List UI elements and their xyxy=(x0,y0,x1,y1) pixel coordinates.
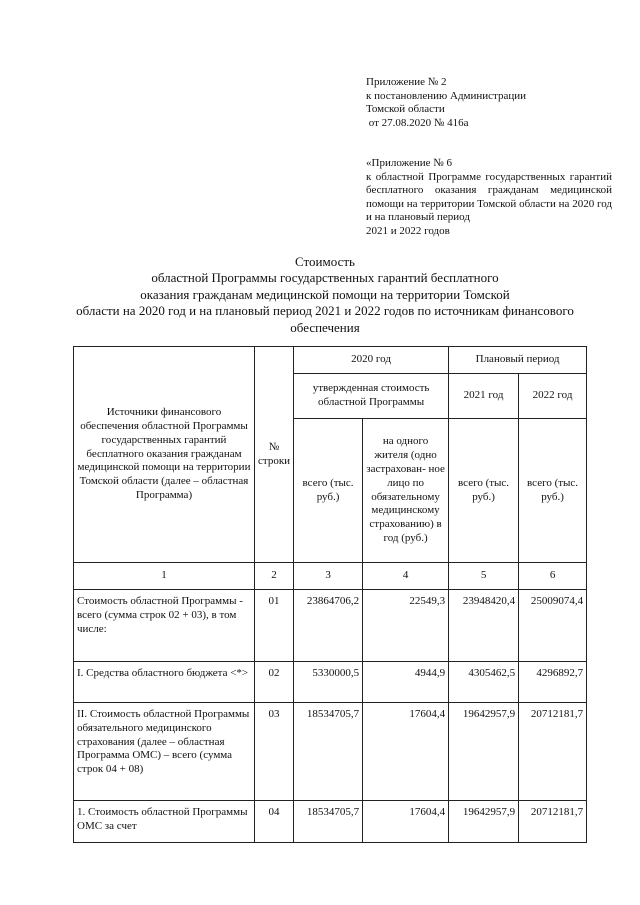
row-code: 02 xyxy=(255,662,294,703)
row-per-person: 17604,4 xyxy=(363,801,449,843)
title-line: обеспечения xyxy=(290,319,360,335)
header-year-2020: 2020 год xyxy=(294,347,449,374)
title-line: области на 2020 год и на плановый период 2021 и 2022 годов по источникам финансового xyxy=(76,303,574,319)
row-total-2020: 23864706,2 xyxy=(294,590,363,662)
row-total-2022: 25009074,4 xyxy=(519,590,587,662)
header-per-person: на одного жителя (одно застрахован- ное лицо по обязательному медицинскому страхованию) в год (руб.) xyxy=(363,419,449,563)
column-number: 3 xyxy=(294,563,363,590)
header-plan-period: Плановый период xyxy=(449,347,587,374)
appendix-line: от 27.08.2020 № 416а xyxy=(366,116,469,129)
appendix-header xyxy=(366,76,616,130)
row-label: Стоимость областной Программы - всего (сумма строк 02 + 03), в том числе: xyxy=(74,590,255,662)
column-numbers-row xyxy=(74,563,587,590)
header-sources: Источники финансового обеспечения областной Программы государственных гарантий бесплатного оказания гражданам медицинской помощи на территории Томской области (далее – областная Программа) xyxy=(74,347,255,563)
appendix-line: Томской области xyxy=(366,103,445,116)
appendix6-last-line: 2021 и 2022 годов xyxy=(366,224,450,237)
row-total-2020: 5330000,5 xyxy=(294,662,363,703)
table-row xyxy=(74,590,587,662)
title-line: Стоимость xyxy=(295,254,355,269)
row-per-person: 4944,9 xyxy=(363,662,449,703)
row-total-2020: 18534705,7 xyxy=(294,703,363,801)
header-row-number: № строки xyxy=(255,347,294,563)
row-total-2022: 20712181,7 xyxy=(519,801,587,843)
title-line: областной Программы государственных гарантий бесплатного xyxy=(151,270,499,286)
row-code: 03 xyxy=(255,703,294,801)
header-approved-cost: утвержденная стоимость областной Программы xyxy=(294,374,449,419)
column-number: 2 xyxy=(255,563,294,590)
row-total-2022: 4296892,7 xyxy=(519,662,587,703)
column-number: 5 xyxy=(449,563,519,590)
appendix6-header xyxy=(366,157,612,239)
column-number: 6 xyxy=(519,563,587,590)
row-label: 1. Стоимость областной Программы ОМС за счет xyxy=(74,801,255,843)
appendix-line: Приложение № 2 xyxy=(366,76,447,88)
appendix-line: к постановлению Администрации xyxy=(366,89,527,102)
table-row xyxy=(74,801,587,843)
column-number: 4 xyxy=(363,563,449,590)
row-code: 01 xyxy=(255,590,294,662)
header-year-2022: 2022 год xyxy=(519,374,587,419)
row-label: I. Средства областного бюджета <*> xyxy=(74,662,255,703)
table-row xyxy=(74,703,587,801)
row-per-person: 22549,3 xyxy=(363,590,449,662)
row-total-2021: 19642957,9 xyxy=(449,703,519,801)
row-per-person: 17604,4 xyxy=(363,703,449,801)
document-title xyxy=(40,254,610,336)
row-code: 04 xyxy=(255,801,294,843)
row-total-2021: 4305462,5 xyxy=(449,662,519,703)
row-total-2022: 20712181,7 xyxy=(519,703,587,801)
row-total-2021: 19642957,9 xyxy=(449,801,519,843)
row-total-2021: 23948420,4 xyxy=(449,590,519,662)
header-year-2021: 2021 год xyxy=(449,374,519,419)
appendix6-body: к областной Программе государственных гарантий бесплатного оказания гражданам медицинской помощи на территории Томской области на 2020 год и на плановый период xyxy=(366,170,612,224)
appendix6-title: «Приложение № 6 xyxy=(366,157,453,169)
table-row xyxy=(74,662,587,703)
financing-table xyxy=(73,346,587,843)
row-total-2020: 18534705,7 xyxy=(294,801,363,843)
header-total-2020: всего (тыс. руб.) xyxy=(294,419,363,563)
header-total-2021: всего (тыс. руб.) xyxy=(449,419,519,563)
row-label: II. Стоимость областной Программы обязательного медицинского страхования (далее – областная Программа ОМС) – всего (сумма строк 04 + 08) xyxy=(74,703,255,801)
header-total-2022: всего (тыс. руб.) xyxy=(519,419,587,563)
column-number: 1 xyxy=(74,563,255,590)
title-line: оказания гражданам медицинской помощи на территории Томской xyxy=(140,286,510,302)
